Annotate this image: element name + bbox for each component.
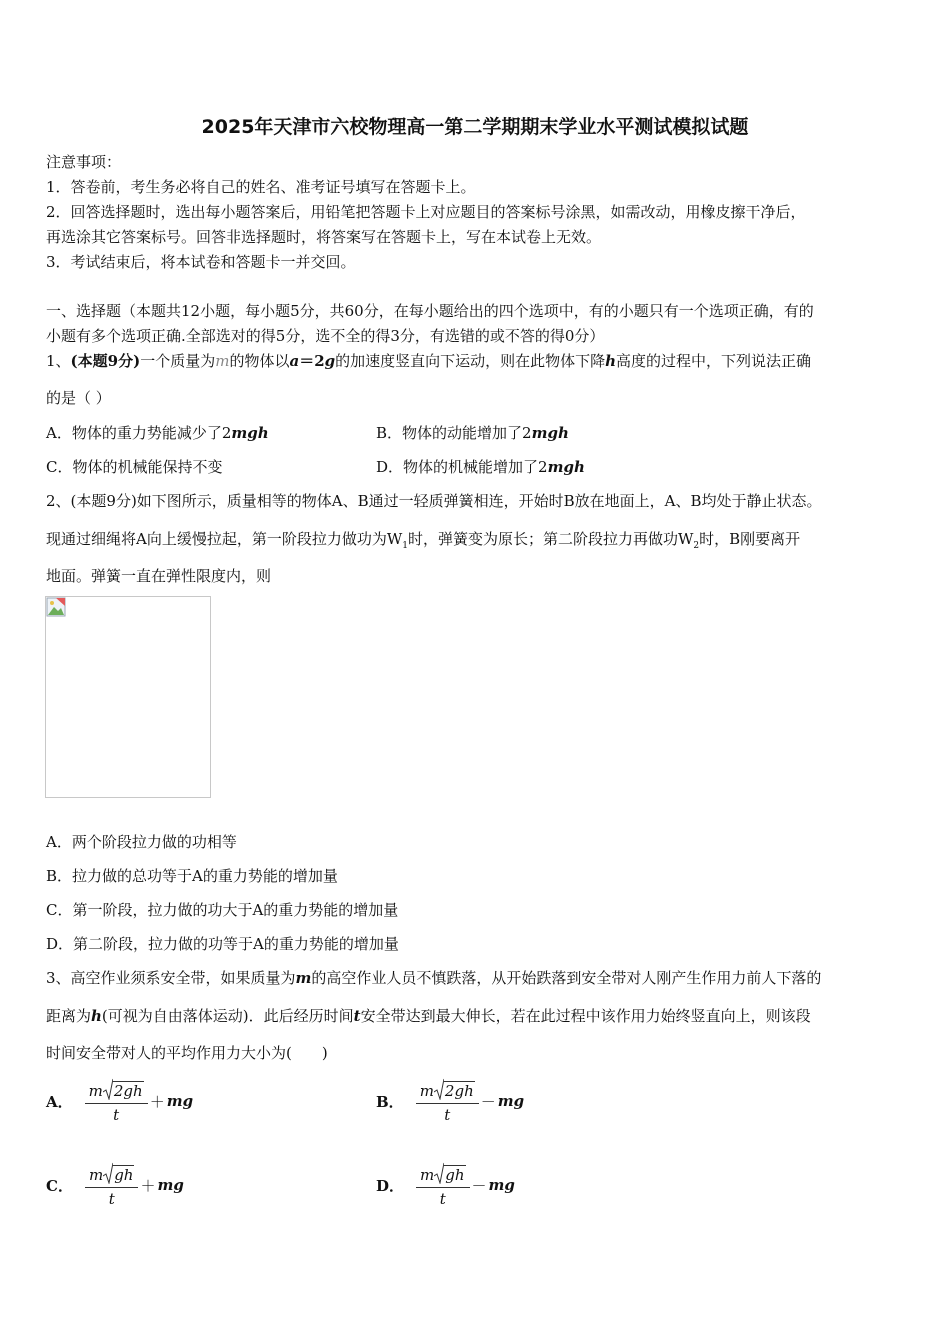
radicand: gh [114, 1166, 134, 1184]
radicand: 2gh [113, 1082, 143, 1100]
numerator-m: m [88, 1082, 103, 1100]
minus-sign: － [480, 1092, 496, 1111]
numerator-m: m [88, 1166, 104, 1184]
q1-text: 一个质量为 [140, 352, 216, 370]
numerator [416, 1078, 479, 1104]
fraction [85, 1078, 148, 1124]
q2-subscript-2: 2 [693, 541, 700, 551]
q1-number: 1、 [46, 352, 71, 370]
q2-text: 时，弹簧变为原长；第二阶段拉力再做功W [408, 530, 694, 548]
q3-stem-line1 [46, 968, 821, 988]
fraction [416, 1162, 470, 1208]
sqrt-symbol [434, 1162, 465, 1184]
q3-option-d [376, 1162, 515, 1208]
term-mg: mg [497, 1092, 525, 1110]
q3-var-t: t [353, 1007, 361, 1025]
term-mg: mg [488, 1176, 515, 1194]
q1-option-a-label: A．物体的重力势能减少了2 [46, 424, 232, 442]
q1-option-d [376, 457, 585, 477]
q3-text: 距离为 [46, 1007, 92, 1025]
q3-text: 的高空作业人员不慎跌落，从开始跌落到安全带对人刚产生作用力前人下落的 [311, 969, 822, 987]
q3-option-a-label: A． [46, 1092, 73, 1111]
radical-sign-icon [103, 1078, 113, 1100]
q3-text: 安全带达到最大伸长，若在此过程中该作用力始终竖直向上，则该段 [360, 1007, 811, 1025]
fraction [416, 1078, 479, 1124]
q1-option-c: C．物体的机械能保持不变 [46, 458, 223, 476]
q1-option-d-label: D．物体的机械能增加了2 [376, 458, 548, 476]
q3-stem-line2 [46, 1006, 811, 1026]
page-title: 2025年天津市六校物理高一第二学期期末学业水平测试模拟试题 [201, 116, 749, 138]
radical-sign-icon [103, 1162, 113, 1184]
q1-text: ＝2 [299, 352, 325, 370]
numerator [85, 1162, 139, 1188]
q1-option-b-label: B．物体的动能增加了2 [376, 424, 532, 442]
denominator: t [113, 1106, 120, 1124]
sqrt-symbol [103, 1078, 144, 1100]
numerator [85, 1078, 148, 1104]
sqrt-symbol [434, 1078, 475, 1100]
broken-image-icon [46, 597, 66, 617]
denominator: t [444, 1106, 451, 1124]
sqrt-symbol [103, 1162, 134, 1184]
numerator [416, 1162, 470, 1188]
q2-figure-placeholder [45, 596, 211, 798]
q2-option-a: A．两个阶段拉力做的功相等 [46, 833, 237, 851]
q3-option-c [46, 1162, 184, 1208]
notice-item-2-line1: 2．回答选择题时，选出每小题答案后，用铅笔把答题卡上对应题目的答案标号涂黑，如需改动，用橡皮擦干净后， [46, 203, 806, 221]
q2-option-b: B．拉力做的总功等于A的重力势能的增加量 [46, 867, 338, 885]
q1-option-b-var: mgh [531, 424, 569, 442]
notice-item-2-line2: 再选涂其它答案标号。回答非选择题时，将答案写在答题卡上，写在本试卷上无效。 [46, 228, 602, 246]
fraction [85, 1162, 139, 1208]
q3-option-d-label: D． [376, 1176, 405, 1195]
notice-item-3: 3．考试结束后，将本试卷和答题卡一并交回。 [46, 253, 356, 271]
radical-sign-icon [434, 1078, 444, 1100]
term-mg: mg [157, 1176, 184, 1194]
q3-text: (可视为自由落体运动)．此后经历时间 [101, 1007, 354, 1025]
radicand: 2gh [444, 1082, 474, 1100]
q1-text: 的加速度竖直向下运动，则在此物体下降 [335, 352, 606, 370]
q2-text: 现通过细绳将A向上缓慢拉起，第一阶段拉力做功为W [46, 530, 403, 548]
radical-sign-icon [434, 1162, 444, 1184]
section-heading-line1: 一、选择题（本题共12小题，每小题5分，共60分，在每小题给出的四个选项中，有的小题只有一个选项正确，有的 [46, 302, 814, 320]
denominator: t [108, 1190, 115, 1208]
q2-stem-line1: 2、(本题9分)如下图所示，质量相等的物体A、B通过一轻质弹簧相连，开始时B放在地面上，A、B均处于静止状态。 [46, 492, 822, 510]
minus-sign: － [471, 1176, 487, 1195]
q1-text: 的物体以 [229, 352, 290, 370]
q2-text: 时，B刚要离开 [699, 530, 801, 548]
plus-sign: ＋ [149, 1092, 165, 1111]
notice-item-1: 1．答卷前，考生务必将自己的姓名、准考证号填写在答题卡上。 [46, 178, 476, 196]
q1-stem-line2: 的是（ ） [46, 389, 111, 407]
q1-tag: (本题9分) [70, 352, 141, 370]
q3-option-c-label: C． [46, 1176, 73, 1195]
q3-stem-line3: 时间安全带对人的平均作用力大小为( ) [46, 1044, 328, 1062]
q2-option-d: D．第二阶段，拉力做的功等于A的重力势能的增加量 [46, 935, 399, 953]
q1-text: 高度的过程中，下列说法正确 [616, 352, 812, 370]
section-heading-line2: 小题有多个选项正确.全部选对的得5分，选不全的得3分，有选错的或不答的得0分） [46, 327, 605, 345]
q3-var-m: m [295, 969, 312, 987]
q1-var-a: a [289, 352, 300, 370]
q1-var-m: m [215, 352, 230, 370]
radicand: gh [445, 1166, 465, 1184]
notice-heading: 注意事项： [46, 153, 122, 171]
plus-sign: ＋ [140, 1176, 156, 1195]
q2-option-c: C．第一阶段，拉力做的功大于A的重力势能的增加量 [46, 901, 399, 919]
q2-stem-line2 [46, 529, 800, 556]
numerator-m: m [420, 1166, 435, 1184]
q2-stem-line3: 地面。弹簧一直在弹性限度内，则 [46, 567, 272, 585]
q1-option-b [376, 423, 569, 443]
term-mg: mg [166, 1092, 194, 1110]
q3-option-b [376, 1078, 524, 1124]
q3-var-h: h [91, 1007, 102, 1025]
q1-var-g: g [324, 352, 336, 370]
denominator: t [439, 1190, 446, 1208]
q3-option-a [46, 1078, 193, 1124]
q1-option-d-var: mgh [547, 458, 585, 476]
q1-stem-line1 [46, 351, 811, 371]
q1-var-h: h [605, 352, 617, 370]
q2-subscript-1: 1 [402, 541, 408, 551]
q3-text: 3、高空作业须系安全带，如果质量为 [46, 969, 296, 987]
q1-option-a-var: mgh [231, 424, 269, 442]
q1-option-a [46, 423, 269, 443]
numerator-m: m [419, 1082, 434, 1100]
q3-option-b-label: B． [376, 1092, 404, 1111]
